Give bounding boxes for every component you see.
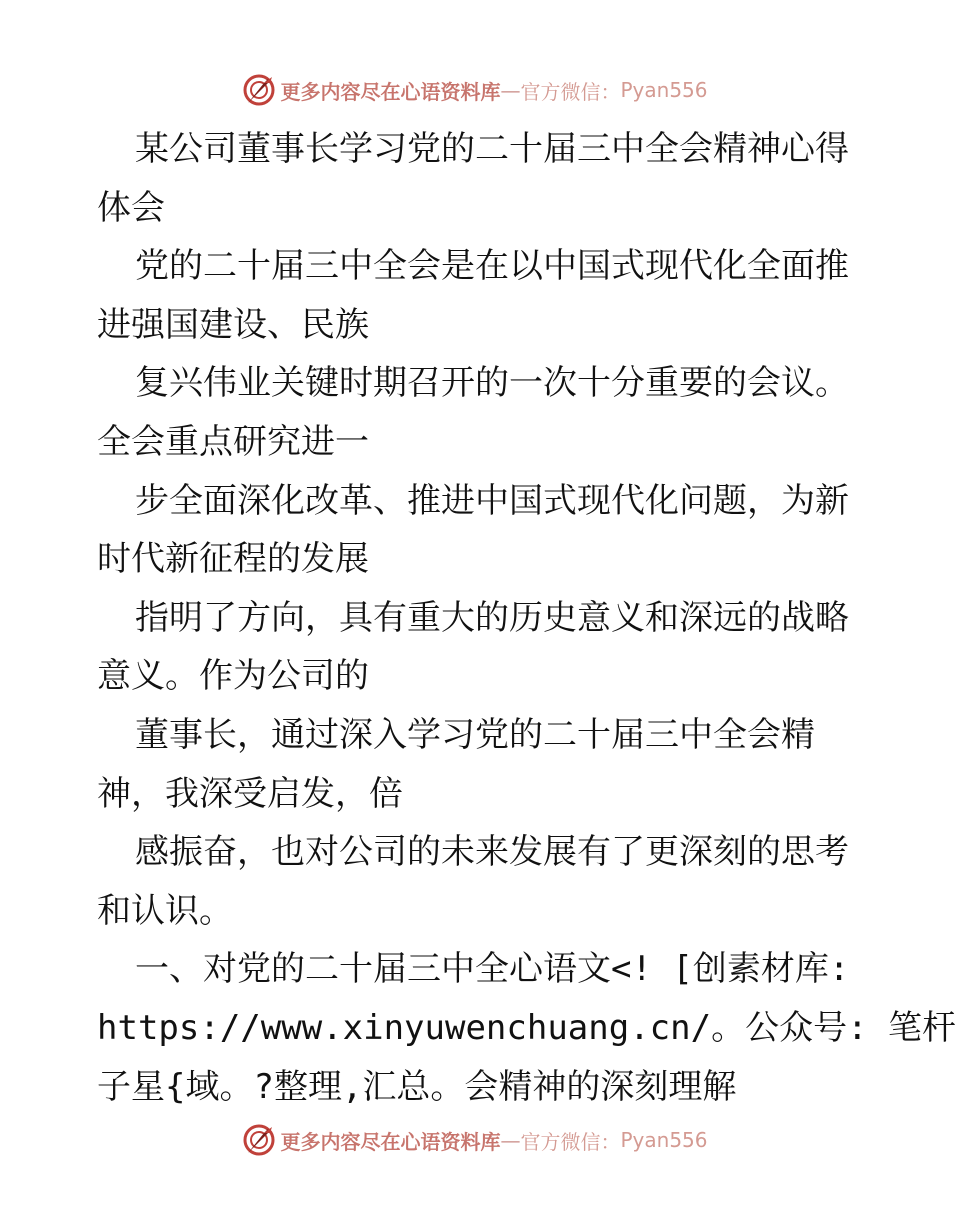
- watermark-dash: —: [500, 1128, 521, 1152]
- paragraph-line: 意义。作为公司的: [97, 656, 369, 697]
- doc-title-line-1: 某公司董事长学习党的二十届三中全会精神心得: [135, 129, 849, 169]
- watermark-wechat-label: 官方微信：: [520, 1129, 621, 1154]
- paragraph-line: 董事长，通过深入学习党的二十届三中全会精: [135, 714, 815, 755]
- watermark-wechat-id: Pyan556: [620, 78, 708, 102]
- paragraph-line: 神，我深受启发，倍: [97, 773, 403, 814]
- quill-logo-icon: [242, 1123, 276, 1157]
- header-watermark: [0, 70, 950, 110]
- watermark-wechat-label: 官方微信：: [520, 79, 621, 104]
- watermark-brand-text: 更多内容尽在心语资料库: [280, 79, 501, 104]
- paragraph-line: 指明了方向，具有重大的历史意义和深远的战略: [135, 597, 849, 638]
- paragraph-line: 和认识。: [97, 890, 233, 931]
- section-heading-line: https://www.xinyuwenchuang.cn/。公众号: 笔杆: [97, 1007, 956, 1048]
- quill-logo-icon: [242, 73, 276, 107]
- paragraph-line: 步全面深化改革、推进中国式现代化问题，为新: [135, 480, 849, 521]
- footer-watermark: [0, 1120, 950, 1160]
- paragraph-line: 感振奋，也对公司的未来发展有了更深刻的思考: [135, 832, 849, 873]
- section-heading-line: 子星{域。?整理,汇总。会精神的深刻理解: [97, 1066, 737, 1107]
- paragraph-line: 时代新征程的发展: [97, 539, 369, 580]
- watermark-brand-text: 更多内容尽在心语资料库: [280, 1129, 501, 1154]
- paragraph-line: 党的二十届三中全会是在以中国式现代化全面推: [135, 246, 849, 287]
- watermark-dash: —: [500, 78, 521, 102]
- document-body: [97, 120, 956, 1116]
- paragraph-line: 全会重点研究进一: [97, 421, 369, 462]
- watermark-wechat-id: Pyan556: [620, 1128, 708, 1152]
- section-heading-line: 一、对党的二十届三中全心语文<! [创素材库:: [135, 949, 850, 990]
- paragraph-line: 进强国建设、民族: [97, 304, 369, 345]
- paragraph-line: 复兴伟业关键时期召开的一次十分重要的会议。: [135, 363, 849, 404]
- doc-title-line-2: 体会: [97, 187, 165, 228]
